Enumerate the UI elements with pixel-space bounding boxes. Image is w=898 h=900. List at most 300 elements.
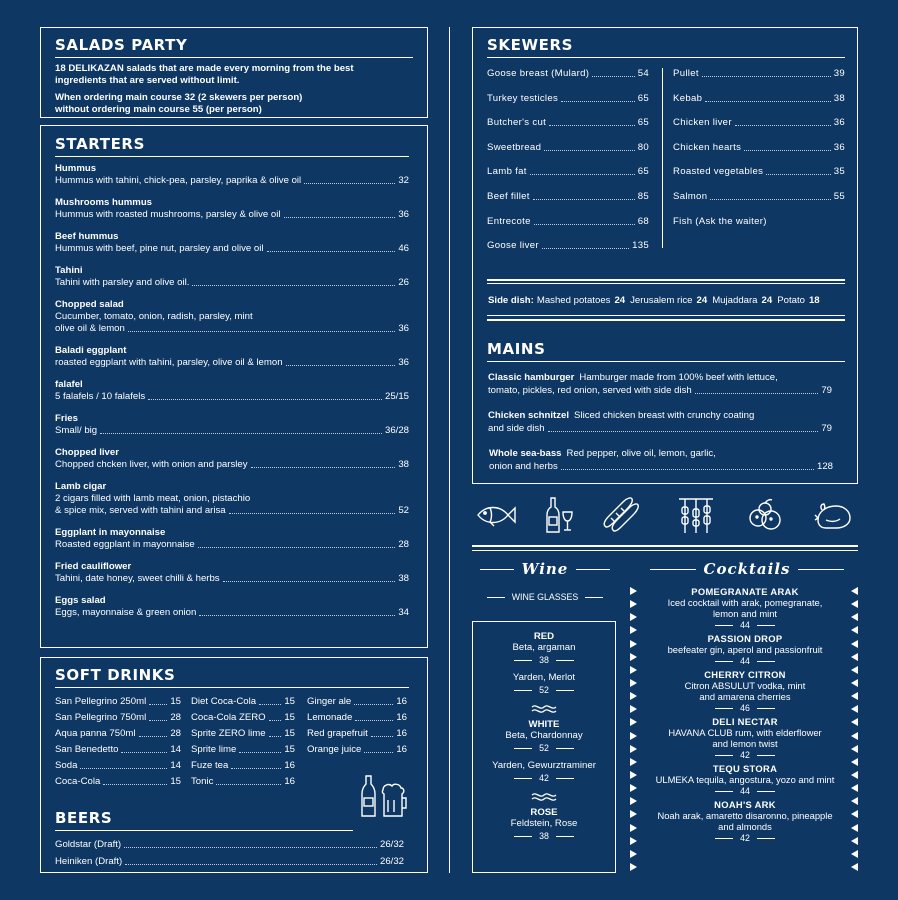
cocktail-desc: and amarena cherries	[699, 691, 791, 702]
item-name: Diet Coca-Cola	[191, 696, 257, 707]
item-name: Lemonade	[307, 712, 353, 723]
dot-leader	[744, 150, 831, 151]
item-price: 135	[632, 240, 649, 252]
dot-leader	[231, 768, 281, 769]
menu-row	[487, 142, 649, 154]
triangle-ornament	[630, 863, 637, 871]
dot-leader	[103, 784, 167, 785]
dot-leader	[229, 513, 396, 514]
cocktail-item	[640, 586, 850, 630]
skewers-title: SKEWERS	[487, 36, 845, 58]
cocktail-price: 44	[740, 656, 750, 666]
triangle-ornament	[630, 600, 637, 608]
starter-name: Tahini	[55, 265, 83, 276]
dot-leader	[304, 183, 395, 184]
wine-price: 38	[539, 831, 549, 841]
main-desc: Hamburger made from 100% beef with lettuce,	[579, 372, 778, 383]
triangle-ornament	[630, 653, 637, 661]
starter-item	[55, 595, 409, 619]
wine-price-line	[473, 831, 615, 841]
dot-leader	[735, 125, 831, 126]
item-price: 65	[637, 166, 649, 178]
starter-name: Chopped liver	[55, 447, 119, 458]
dot-leader	[548, 431, 819, 432]
triangle-ornament	[630, 692, 637, 700]
cocktails-list	[640, 586, 850, 846]
salads-party-line2: without ordering main course 55 (per person)	[55, 104, 262, 115]
starter-name: Beef hummus	[55, 231, 119, 242]
dot-leader	[284, 217, 396, 218]
dot-leader	[269, 736, 282, 737]
item-name: Soda	[55, 760, 78, 771]
menu-row	[307, 712, 407, 724]
triangle-border-left	[630, 587, 638, 871]
item-name: Hummus with roasted mushrooms, parsley & olive oil	[55, 209, 281, 220]
item-name: Goose liver	[487, 240, 539, 252]
item-name: Kebab	[673, 92, 703, 104]
wine-name: Beta, argaman	[512, 642, 576, 653]
wine-price: 42	[539, 773, 549, 783]
side-dish-price: 24	[696, 295, 708, 306]
item-name: Lamb fat	[487, 166, 527, 178]
menu-row	[55, 839, 404, 851]
menu-row	[673, 142, 845, 154]
skewers-col2	[673, 68, 845, 228]
menu-row	[55, 744, 181, 756]
item-name: olive oil & lemon	[55, 323, 125, 334]
soft-drinks-col2	[191, 696, 295, 792]
menu-row	[55, 175, 409, 187]
item-name: Chicken hearts	[673, 141, 742, 153]
triangle-ornament	[851, 679, 858, 687]
item-name: Small/ big	[55, 425, 98, 436]
item-price: 28	[170, 728, 181, 739]
wine-price: 52	[539, 743, 549, 753]
beers-list	[55, 839, 413, 868]
cocktails-title: Cocktails	[703, 560, 791, 578]
item-name: Tonic	[191, 776, 214, 787]
salads-party-desc: 18 DELIKAZAN salads that are made every morning from the best ingredients that are served without limit.	[55, 63, 354, 86]
cocktail-price-line	[640, 786, 850, 796]
cocktail-item	[640, 763, 850, 796]
item-name: Ginger ale	[307, 696, 352, 707]
starter-name: Baladi eggplant	[55, 345, 127, 356]
triangle-ornament	[630, 613, 637, 621]
starter-name: falafel	[55, 379, 83, 390]
dot-leader	[592, 76, 634, 77]
soft-drinks-title: SOFT DRINKS	[55, 666, 409, 688]
menu-row	[55, 856, 404, 868]
starter-item	[55, 447, 409, 471]
wine-price-line	[473, 655, 615, 665]
cocktail-name: TEQU STORA	[712, 763, 778, 774]
starter-name: Eggplant in mayonnaise	[55, 527, 166, 538]
starter-item	[55, 231, 409, 255]
menu-row	[307, 744, 407, 756]
item-price: 80	[637, 141, 649, 153]
item-price: 35	[833, 166, 845, 178]
dot-leader	[124, 847, 377, 848]
triangle-ornament	[851, 797, 858, 805]
cocktail-item	[640, 716, 850, 760]
dot-leader	[561, 469, 814, 470]
triangle-ornament	[630, 705, 637, 713]
main-name: Classic hamburger	[488, 372, 575, 383]
menu-row	[487, 191, 649, 203]
menu-row	[191, 712, 295, 724]
item-price: 15	[284, 728, 295, 739]
dot-leader	[705, 101, 830, 102]
item-name: Sweetbread	[487, 141, 542, 153]
menu-row	[487, 93, 649, 105]
soft-drinks-col1	[55, 696, 181, 792]
item-name: Aqua panna 750ml	[55, 728, 136, 739]
triangle-ornament	[851, 771, 858, 779]
skewers-icon	[677, 495, 715, 535]
cocktail-price-line	[640, 656, 850, 666]
item-price: 36	[398, 323, 409, 334]
menu-row	[673, 166, 845, 178]
dot-leader	[121, 752, 167, 753]
item-name: Entrecote	[487, 215, 531, 227]
dot-leader	[766, 174, 831, 175]
item-name: Roasted vegetables	[673, 166, 764, 178]
wine-price-line	[473, 773, 615, 783]
starters-title: STARTERS	[55, 135, 409, 157]
divider-line	[487, 279, 845, 281]
triangle-ornament	[630, 666, 637, 674]
beer-bottle-mug-icon	[359, 774, 409, 820]
starter-name: Hummus	[55, 163, 97, 174]
menu-row	[487, 117, 649, 129]
item-name: Salmon	[673, 190, 708, 202]
soft-drinks-panel	[40, 657, 428, 873]
menu-row	[55, 357, 409, 369]
heading-rule	[650, 569, 696, 570]
menu-row	[55, 209, 409, 221]
item-price: 39	[833, 68, 845, 79]
cocktail-name: NOAH'S ARK	[714, 799, 776, 810]
item-name: Goose breast (Mulard)	[487, 68, 590, 79]
side-dish-name: Jerusalem rice	[630, 295, 693, 306]
main-item	[488, 410, 848, 435]
starters-panel	[40, 125, 428, 648]
heading-rule	[798, 569, 844, 570]
menu-row	[487, 166, 649, 178]
item-price: 85	[637, 190, 649, 202]
item-name: Tahini, date honey, sweet chilli & herbs	[55, 573, 220, 584]
cocktail-desc: ULMEKA tequila, angostura, yozo and mint	[655, 774, 835, 785]
item-price: 46	[398, 243, 409, 254]
corner-ornament	[472, 863, 482, 873]
item-name: Sprite lime	[191, 744, 237, 755]
item-price: 16	[284, 776, 295, 787]
starter-item	[55, 163, 409, 187]
cocktail-price-line	[640, 833, 850, 843]
dot-leader	[239, 752, 281, 753]
corner-ornament	[40, 863, 50, 873]
heading-rule	[576, 569, 610, 570]
dot-leader	[702, 76, 831, 77]
starter-desc: Cucumber, tomato, onion, radish, parsley, mint	[55, 311, 253, 322]
menu-row	[55, 277, 409, 289]
starter-name: Lamb cigar	[55, 481, 107, 492]
skewers-col-divider	[662, 68, 663, 248]
beers-title: BEERS	[55, 809, 353, 831]
triangle-ornament	[851, 837, 858, 845]
item-name: roasted eggplant with tahini, parsley, olive oil & lemon	[55, 357, 283, 368]
menu-row	[55, 696, 181, 708]
cocktail-price: 42	[740, 833, 750, 843]
item-name: Chopped chcken liver, with onion and parsley	[55, 459, 248, 470]
item-name: Chicken liver	[673, 117, 732, 129]
item-price: 79	[821, 385, 832, 396]
wine-list	[473, 631, 615, 848]
divider-line	[487, 319, 845, 321]
main-name: Chicken schnitzel	[488, 410, 570, 421]
item-price: 26/32	[379, 839, 404, 850]
triangle-ornament	[851, 810, 858, 818]
item-price: 36/28	[384, 425, 409, 436]
menu-row	[55, 728, 181, 740]
menu-row	[191, 744, 295, 756]
starter-item	[55, 379, 409, 403]
item-price: 36	[398, 209, 409, 220]
menu-row	[55, 712, 181, 724]
starter-item	[55, 197, 409, 221]
salads-party-panel	[40, 27, 428, 118]
item-price: 16	[396, 728, 407, 739]
triangle-ornament	[630, 784, 637, 792]
cocktail-name: DELI NECTAR	[712, 716, 778, 727]
dot-leader	[192, 285, 395, 286]
item-name: Fuze tea	[191, 760, 229, 771]
triangle-ornament	[630, 587, 637, 595]
fruit-icon	[747, 498, 783, 534]
triangle-ornament	[630, 797, 637, 805]
item-name: Sprite ZERO lime	[191, 728, 266, 739]
dot-leader	[269, 720, 282, 721]
main-item	[488, 372, 848, 397]
menu-row	[55, 607, 409, 619]
dot-leader	[267, 251, 396, 252]
salads-party-line1: When ordering main course 32 (2 skewers per person)	[55, 92, 303, 103]
item-price: 28	[398, 539, 409, 550]
cocktail-desc: Noah arak, amaretto disaronno, pineapple	[657, 810, 833, 821]
cocktail-desc: Citron ABSULUT vodka, mint	[684, 680, 806, 691]
dot-leader	[199, 615, 395, 616]
item-price: 25/15	[384, 391, 409, 402]
triangle-ornament	[851, 626, 858, 634]
divider-line	[487, 283, 845, 284]
cocktail-item	[640, 633, 850, 666]
side-dish-line	[488, 295, 848, 306]
dot-leader	[544, 150, 635, 151]
item-price: 38	[398, 573, 409, 584]
dot-leader	[354, 704, 393, 705]
triangle-ornament	[851, 824, 858, 832]
item-price: 65	[637, 117, 649, 129]
triangle-ornament	[630, 718, 637, 726]
triangle-ornament	[630, 824, 637, 832]
dot-leader	[149, 720, 167, 721]
item-price: 128	[816, 461, 833, 472]
dot-leader	[364, 752, 393, 753]
cocktail-desc: and almonds	[718, 821, 772, 832]
dot-leader	[128, 331, 395, 332]
wine-glasses-label	[472, 592, 618, 602]
wine-category: RED	[533, 631, 555, 642]
menu-row	[673, 191, 845, 203]
dot-leader	[355, 720, 393, 721]
cocktail-item	[640, 799, 850, 843]
fish-icon	[476, 502, 516, 528]
dot-leader	[549, 125, 635, 126]
dot-leader	[149, 704, 167, 705]
item-price: 68	[637, 215, 649, 227]
item-name: San Benedetto	[55, 744, 119, 755]
wine-price: 38	[539, 655, 549, 665]
menu-row	[191, 696, 295, 708]
cocktail-desc: Iced cocktail with arak, pomegranate,	[667, 597, 823, 608]
starter-item	[55, 265, 409, 289]
divider-line	[472, 545, 858, 547]
wine-name: Feldstein, Rose	[510, 818, 578, 829]
dot-leader	[533, 199, 635, 200]
menu-row	[673, 93, 845, 105]
triangle-ornament	[851, 666, 858, 674]
item-price: 52	[398, 505, 409, 516]
item-price: 65	[637, 92, 649, 104]
menu-row	[55, 425, 409, 437]
wine-name: Yarden, Gewurztraminer	[492, 760, 596, 771]
corner-ornament	[40, 657, 50, 667]
item-name: Turkey testicles	[487, 92, 559, 104]
heading-rule	[480, 569, 514, 570]
salads-party-title: SALADS PARTY	[55, 36, 413, 58]
menu-row	[307, 728, 407, 740]
triangle-ornament	[851, 718, 858, 726]
starter-name: Eggs salad	[55, 595, 106, 606]
item-price: 38	[398, 459, 409, 470]
menu-row	[55, 459, 409, 471]
item-price: 15	[170, 776, 181, 787]
corner-ornament	[606, 621, 616, 631]
item-name: Hummus with beef, pine nut, parsley and olive oil	[55, 243, 264, 254]
item-price: 32	[398, 175, 409, 186]
baguette-icon	[601, 496, 641, 534]
triangle-ornament	[630, 732, 637, 740]
item-name: Goldstar (Draft)	[55, 839, 122, 850]
cocktail-price-line	[640, 703, 850, 713]
menu-row	[55, 391, 409, 403]
main-line1	[488, 410, 848, 422]
starter-item	[55, 345, 409, 369]
main-name: Whole sea-bass	[489, 448, 562, 459]
starter-name: Fried cauliflower	[55, 561, 132, 572]
triangle-ornament	[630, 679, 637, 687]
side-dish-label: Side dish:	[488, 295, 534, 306]
item-price: 34	[398, 607, 409, 618]
dot-leader	[371, 736, 394, 737]
menu-row	[55, 323, 409, 335]
starter-item	[55, 299, 409, 335]
dot-leader	[100, 433, 382, 434]
corner-ornament	[472, 621, 482, 631]
cocktail-desc: HAVANA CLUB rum, with elderflower	[668, 727, 822, 738]
cocktail-price: 42	[740, 750, 750, 760]
dot-leader	[80, 768, 167, 769]
item-name: San Pellegrino 250ml	[55, 696, 147, 707]
wine-category: WHITE	[528, 719, 560, 730]
dot-leader	[561, 101, 635, 102]
item-name: San Pellegrino 750ml	[55, 712, 147, 723]
triangle-ornament	[851, 587, 858, 595]
item-price: 38	[833, 92, 845, 104]
triangle-ornament	[851, 850, 858, 858]
item-price: 36	[398, 357, 409, 368]
wine-bottle-glass-icon	[544, 496, 574, 534]
cocktail-price-line	[640, 750, 850, 760]
main-desc: Sliced chicken breast with crunchy coating	[574, 410, 755, 421]
item-price: 54	[637, 68, 649, 79]
starter-desc: 2 cigars filled with lamb meat, onion, pistachio	[55, 493, 251, 504]
dot-leader	[251, 467, 396, 468]
triangle-ornament	[630, 810, 637, 818]
triangle-border-right	[851, 587, 859, 871]
dot-leader	[695, 393, 819, 394]
item-price: 16	[396, 696, 407, 707]
cocktails-heading	[636, 560, 858, 578]
cocktail-name: PASSION DROP	[707, 633, 783, 644]
column-divider	[449, 27, 450, 873]
menu-row	[487, 240, 649, 252]
triangle-ornament	[630, 758, 637, 766]
item-name: onion and herbs	[489, 461, 558, 472]
dot-leader	[534, 224, 635, 225]
starter-name: Chopped salad	[55, 299, 124, 310]
item-name: Heiniken (Draft)	[55, 856, 123, 867]
cocktail-name: POMEGRANATE ARAK	[691, 586, 799, 597]
cocktail-price-line	[640, 620, 850, 630]
starter-item	[55, 561, 409, 585]
wine-price-line	[473, 743, 615, 753]
side-dish-price: 24	[761, 295, 773, 306]
item-name: Coca-Cola	[55, 776, 101, 787]
main-line1	[488, 372, 848, 384]
triangle-ornament	[630, 771, 637, 779]
chicken-icon	[814, 500, 854, 532]
wave-ornament-icon	[473, 790, 615, 802]
side-dish-price: 18	[808, 295, 820, 306]
menu-row	[191, 760, 295, 772]
dot-leader	[223, 581, 396, 582]
item-name: Red grapefruit	[307, 728, 368, 739]
item-price: 14	[170, 744, 181, 755]
menu-row	[55, 760, 181, 772]
dot-leader	[148, 399, 382, 400]
divider-line	[472, 550, 858, 551]
corner-ornament	[418, 657, 428, 667]
starter-name: Mushrooms hummus	[55, 197, 153, 208]
item-price: 36	[833, 141, 845, 153]
wine-title: Wine	[521, 560, 569, 578]
item-name: Butcher's cut	[487, 117, 547, 129]
menu-row	[55, 505, 409, 517]
item-price: 15	[170, 696, 181, 707]
dot-leader	[198, 547, 396, 548]
triangle-ornament	[851, 705, 858, 713]
